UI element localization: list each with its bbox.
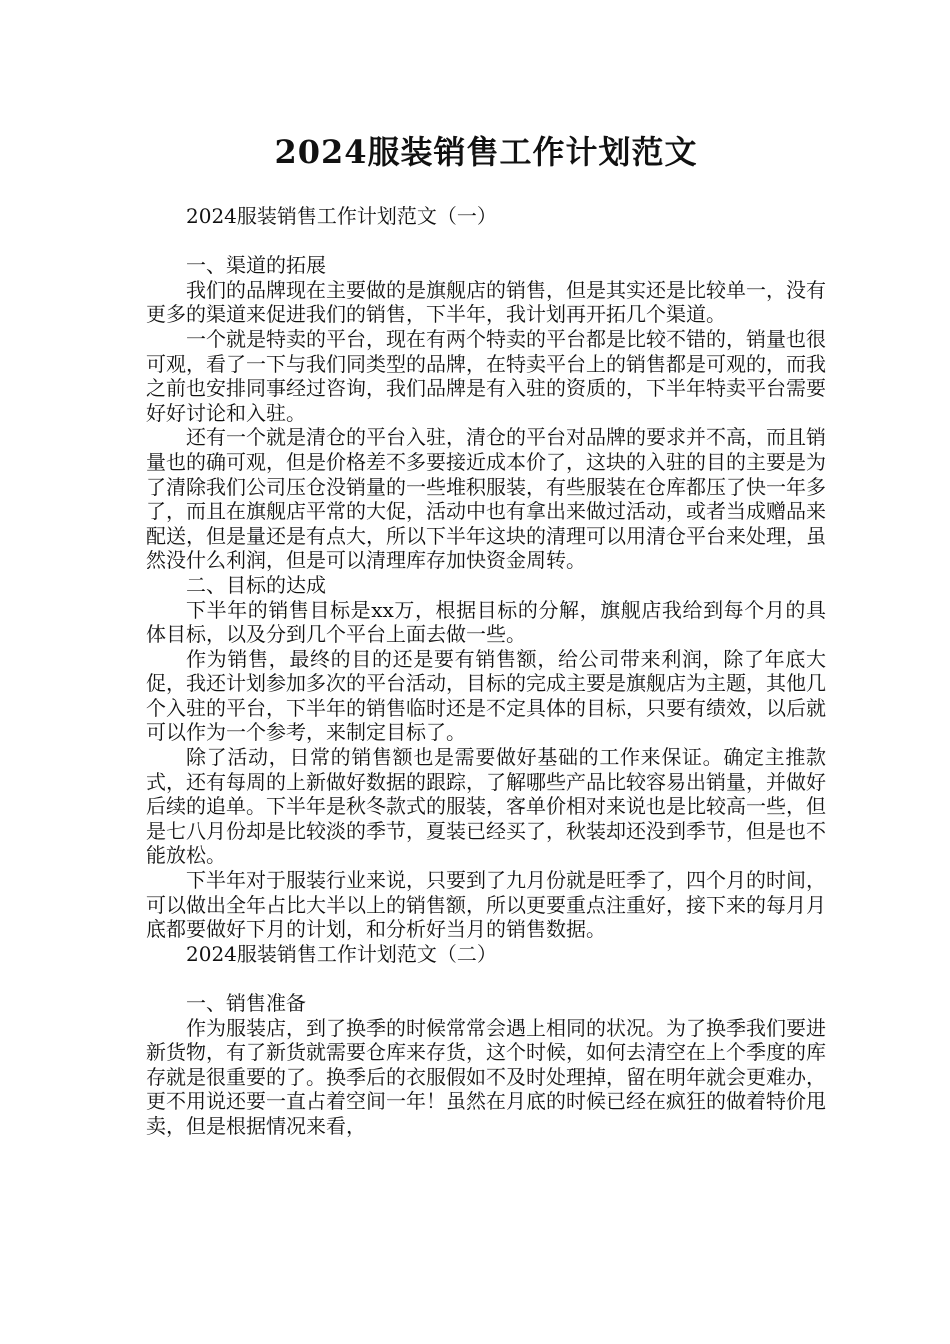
paragraph: 作为销售，最终的目的还是要有销售额，给公司带来利润，除了年底大促，我还计划参加多次的平台活动，目标的完成主要是旗舰店为主题，其他几个入驻的平台，下半年的销售临时还是不定具体的目标，只要有绩效，以后就可以作为一个参考，来制定目标了。 [146,646,826,745]
paragraph: 一个就是特卖的平台，现在有两个特卖的平台都是比较不错的，销量也很可观，看了一下与我们同类型的品牌，在特卖平台上的销售都是可观的，而我之前也安排同事经过咨询，我们品牌是有入驻的资质的，下半年特卖平台需要好好讨论和入驻。 [146,326,826,425]
spacer [146,229,826,254]
part2-subtitle: 2024服装销售工作计划范文（二） [186,941,497,966]
part1-section1-heading: 一、渠道的拓展 [186,253,326,278]
part2-section1-heading: 一、销售准备 [186,991,306,1015]
paragraph: 我们的品牌现在主要做的是旗舰店的销售，但是其实还是比较单一，没有更多的渠道来促进我们的销售，下半年，我计划再开拓几个渠道。 [146,277,826,327]
part1-section2-heading: 二、目标的达成 [186,572,326,597]
page-title: 2024服装销售工作计划范文 [274,133,698,171]
spacer [146,966,826,991]
part1-subtitle: 2024服装销售工作计划范文（一） [186,204,497,228]
paragraph: 下半年对于服装行业来说，只要到了九月份就是旺季了，四个月的时间，可以做出全年占比大半以上的销售额，所以更要重点注重好，接下来的每月月底都要做好下月的计划，和分析好当月的销售数据。 [146,868,826,942]
paragraph: 还有一个就是清仓的平台入驻，清仓的平台对品牌的要求并不高，而且销量也的确可观，但是价格差不多要接近成本价了，这块的入驻的目的主要是为了清除我们公司压仓没销量的一些堆积服装，有些服装在仓库都压了快一年多了，而且在旗舰店平常的大促，活动中也有拿出来做过活动，或者当成赠品来配送，但是量还是有点大，所以下半年这块的清理可以用清仓平台来处理，虽然没什么利润，但是可以清理库存加快资金周转。 [146,425,826,573]
paragraph: 下半年的销售目标是xx万，根据目标的分解，旗舰店我给到每个月的具体目标，以及分到几个平台上面去做一些。 [146,597,826,647]
paragraph: 除了活动，日常的销售额也是需要做好基础的工作来保证。确定主推款式，还有每周的上新做好数据的跟踪，了解哪些产品比较容易出销量，并做好后续的追单。下半年是秋冬款式的服装，客单价相对来说也是比较高一些，但是七八月份却是比较淡的季节，夏装已经买了，秋装却还没到季节，但是也不能放松。 [146,745,826,868]
paragraph: 作为服装店，到了换季的时候常常会遇上相同的状况。为了换季我们要进新货物，有了新货就需要仓库来存货，这个时候，如何去清空在上个季度的库存就是很重要的了。换季后的衣服假如不及时处理掉，留在明年就会更难办，更不用说还要一直占着空间一年！虽然在月底的时候已经在疯狂的做着特价甩卖，但是根据情况来看， [146,1015,826,1138]
document-page [146,118,826,1139]
